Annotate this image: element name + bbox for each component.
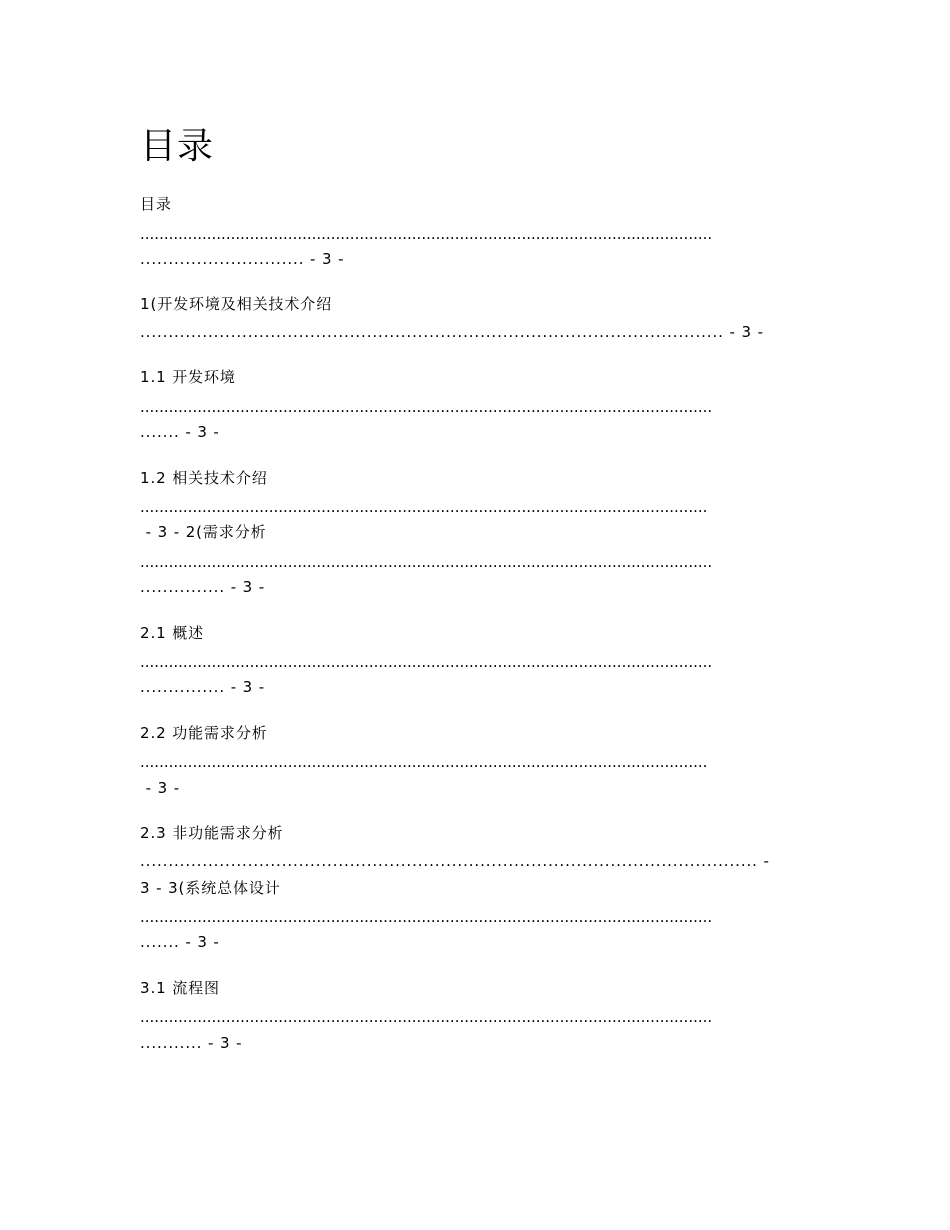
toc-entry-label: - 3 - 2(需求分析	[140, 523, 267, 541]
toc-leader-dots: ........................................................................................................................	[140, 653, 713, 671]
toc-entry-label: 1(开发环境及相关技术介绍	[140, 295, 333, 313]
toc-leader-dots: ........................................................................................................................	[140, 553, 713, 571]
toc-page-number: ....................................................................................................... - 3 -	[140, 323, 764, 341]
toc-entry-label: 2.1 概述	[140, 624, 205, 642]
toc-leader-dots: ........................................................................................................................	[140, 398, 713, 416]
toc-entry-label: 3 - 3(系统总体设计	[140, 879, 281, 897]
toc-entry-label: 1.1 开发环境	[140, 368, 236, 386]
toc-leader-dots: ........................................................................................................................	[140, 225, 713, 243]
toc-leader-dots: .......................................................................................................................	[140, 498, 708, 516]
toc-leader-dots: .......................................................................................................................	[140, 753, 708, 771]
page-title: 目录	[140, 126, 215, 167]
toc-entry-label: 3.1 流程图	[140, 979, 220, 997]
toc-page-number: ....... - 3 -	[140, 423, 220, 441]
toc-page-number: - 3 -	[140, 779, 181, 797]
toc-page-number: ....... - 3 -	[140, 933, 220, 951]
toc-page-number: ............... - 3 -	[140, 578, 266, 596]
toc-page-number: ........... - 3 -	[140, 1034, 243, 1052]
toc-entry-label: 2.3 非功能需求分析	[140, 824, 284, 842]
toc-page-number: ............................................................................................................. -	[140, 852, 770, 870]
toc-page-number: ............................. - 3 -	[140, 250, 345, 268]
toc-page-number: ............... - 3 -	[140, 678, 266, 696]
toc-entry-label: 1.2 相关技术介绍	[140, 469, 268, 487]
toc-leader-dots: ........................................................................................................................	[140, 908, 713, 926]
toc-leader-dots: ........................................................................................................................	[140, 1008, 713, 1026]
toc-entry-label: 2.2 功能需求分析	[140, 724, 268, 742]
toc-entry-label: 目录	[140, 195, 172, 213]
